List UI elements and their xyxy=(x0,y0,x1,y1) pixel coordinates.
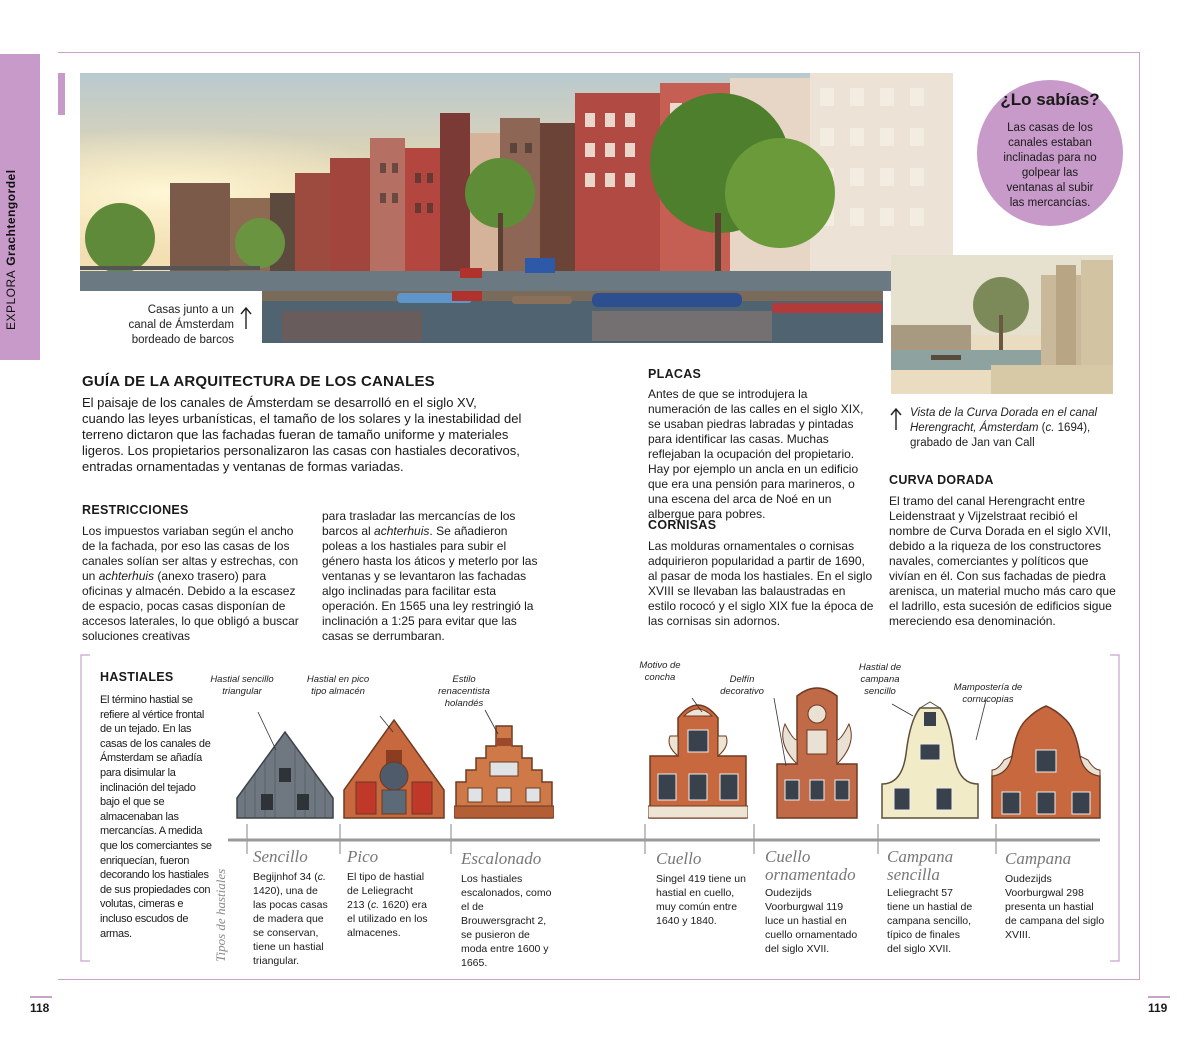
curva-dorada-heading: CURVA DORADA xyxy=(889,473,994,487)
engraving-author: grabado de Jan van Call xyxy=(910,437,1035,449)
restricciones-heading: RESTRICCIONES xyxy=(82,503,189,517)
text-run: achterhuis xyxy=(98,569,155,583)
page-number-right: 119 xyxy=(1148,1001,1168,1015)
type-pico: Pico xyxy=(347,847,379,866)
cornisas-text: Las molduras ornamentales o cornisas adquirieron popularidad a partir de 1690, al pasar de moda los hastiales. En el siglo XVIII se llevaban las balaustradas en estilo rococó y el siglo XIX fue la época de las cornisas sin adornos. xyxy=(648,539,874,628)
section-name: EXPLORA xyxy=(4,269,18,330)
text-run: 1620) era el utilizado en los almacenes. xyxy=(347,899,428,939)
did-you-know-badge xyxy=(977,80,1123,226)
frame-top xyxy=(58,52,1140,53)
hastiales-heading: HASTIALES xyxy=(100,670,174,684)
page-number-left: 118 xyxy=(30,1001,50,1015)
frame-bottom xyxy=(58,979,1140,980)
desc-campana-sencilla: Leliegracht 57 tiene un hastial de campana sencillo, típico de finales del siglo XVII. xyxy=(887,887,973,955)
engraving-title: Vista de la Curva Dorada en el canal Herengracht, Ámsterdam xyxy=(910,407,1098,434)
accent-tab xyxy=(58,73,65,115)
did-you-know-title: ¿Lo sabías? xyxy=(1000,90,1100,109)
curva-dorada-text: El tramo del canal Herengracht entre Leidenstraat y Vijzelstraat recibió el nombre de Curva Dorada en el siglo XVII, debido a la riqueza de los constructores navales, comerciantes y políticos que vivían en él. Con sus fachadas de piedra arenisca, un material mucho más caro que el ladrillo, esta sucesión de edificios sigue mereciendo esa denominación. xyxy=(889,494,1116,628)
text-run: para trasladar las mercancías de los barcos al xyxy=(322,509,516,538)
callout-renacentista: Estilo renacentista holandés xyxy=(438,674,490,709)
callout-delfin: Delfín decorativo xyxy=(720,674,764,697)
text-run: . Se añadieron poleas a los hastiales para subir el género hasta los áticos y meterlo por las ventanas y se levantaron las fachadas algo inclinadas para facilitar esta operación. En 1565 una ley restringió la inclinación a 1:25 para evitar que las casas se derrumbaran. xyxy=(322,524,538,643)
timeline-label: Tipos de hastiales xyxy=(213,868,228,962)
canal-photo-reflection xyxy=(262,291,883,343)
text-run: c. xyxy=(317,871,326,883)
page-marker-right xyxy=(1148,996,1170,998)
did-you-know-text: Las casas de los canales estaban inclinadas para no golpear las ventanas al subir las mercancías. xyxy=(1003,122,1097,209)
callout-concha: Motivo de concha xyxy=(639,660,681,683)
caption-part: 1694), xyxy=(1054,422,1091,434)
arrow-up-icon xyxy=(240,306,252,330)
lead-paragraph: El paisaje de los canales de Ámsterdam se desarrolló en el siglo XV, cuando las leyes urbanísticas, el tamaño de los solares y la inestabilidad del terreno dictaron que las fachadas fueran de tamaño uniforme y materiales ligeros. Los propietarios personalizaron las casas con hastiales decorativos, entradas ornamentadas y ventanas de formas variadas. xyxy=(82,395,522,474)
desc-pico xyxy=(347,870,429,940)
placas-heading: PLACAS xyxy=(648,367,702,381)
cornisas-heading: CORNISAS xyxy=(648,518,717,532)
desc-campana: Oudezijds Voorburgwal 298 presenta un hastial de campana del siglo XVIII. xyxy=(1005,873,1105,941)
area-name: Grachtengordel xyxy=(4,169,18,266)
frame-right xyxy=(1139,52,1140,980)
caption-part: c. xyxy=(1045,422,1055,434)
desc-cuello: Singel 419 tiene un hastial en cuello, muy común entre 1640 y 1840. xyxy=(656,873,746,927)
text-run: Begijnhof 34 ( xyxy=(253,871,318,883)
callout-campana-sencillo: Hastial de campana sencillo xyxy=(858,662,902,697)
arrow-up-icon xyxy=(890,407,902,431)
type-sencillo: Sencillo xyxy=(253,847,308,866)
canal-photo xyxy=(80,73,953,291)
callout-cornucopias: Mampostería de cornucopias xyxy=(953,682,1023,705)
text-run: Los impuestos variaban según el ancho de la fachada, por eso las casas de los canales solían ser altas y estrechas, con un xyxy=(82,524,299,583)
engraving-caption xyxy=(910,406,1110,451)
text-run: c. xyxy=(370,899,380,911)
callout-hastial-pico: Hastial en pico tipo almacén xyxy=(306,674,370,697)
page-title: GUÍA DE LA ARQUITECTURA DE LOS CANALES xyxy=(82,373,435,390)
type-escalonado: Escalonado xyxy=(461,849,542,868)
text-run: 1420), una de las pocas casas de madera que se conservan, tiene un hastial triangular. xyxy=(253,885,328,967)
type-campana: Campana xyxy=(1005,849,1072,868)
section-label xyxy=(4,169,18,330)
hastiales-text: El término hastial se refiere al vértice frontal de un tejado. En las casas de los canales de Ámsterdam se añadía para disimular la inclinación del tejado bajo el que se almacenaban las mercancías. A medida que los comerciantes se enriquecían, fueron decorando los hastiales de sus propiedades con volutas, cimeras e incluso escudos de armas. xyxy=(100,694,212,940)
desc-escalonado: Los hastiales escalonados, como el de Brouwersgracht 2, se pusieron de moda entre 1600 y 1665. xyxy=(461,873,552,969)
caption-part: ( xyxy=(1038,422,1046,434)
gables-infographic xyxy=(80,654,1120,969)
desc-sencillo xyxy=(253,870,331,968)
type-cuello: Cuello xyxy=(656,849,702,868)
text-run: achterhuis xyxy=(374,524,430,538)
desc-cuello-ornamentado: Oudezijds Voorburgwal 119 luce un hastial en cuello ornamentado del siglo XVII. xyxy=(765,887,858,955)
type-campana-sencilla: Campana sencilla xyxy=(887,847,954,884)
engraving-image xyxy=(891,255,1113,394)
page-marker-left xyxy=(30,996,52,998)
placas-text: Antes de que se introdujera la numeración de las calles en el siglo XIX, se usaban piedras labradas y pintadas para identificar las casas. Muchas reflejaban la ocupación del propietario. Hay por ejemplo un ancla en un edificio que era una pensión para marineros, o una escena del arca de Noé en un albergue para pobres. xyxy=(648,387,864,521)
callout-hastial-sencillo: Hastial sencillo triangular xyxy=(210,674,274,697)
restricciones-col1 xyxy=(82,524,304,644)
type-cuello-ornamentado: Cuello ornamentado xyxy=(765,847,856,884)
text-run: El tipo de hastial de Leliegracht 213 ( xyxy=(347,871,425,911)
photo-caption: Casas junto a un canal de Ámsterdam bordeado de barcos xyxy=(128,304,234,346)
restricciones-col2 xyxy=(322,509,544,644)
text-run: (anexo trasero) para oficinas y almacén. Debido a la escasez de espacio, pocas casas disponían de accesos laterales, lo que obligó a buscar soluciones creativas xyxy=(82,569,299,643)
